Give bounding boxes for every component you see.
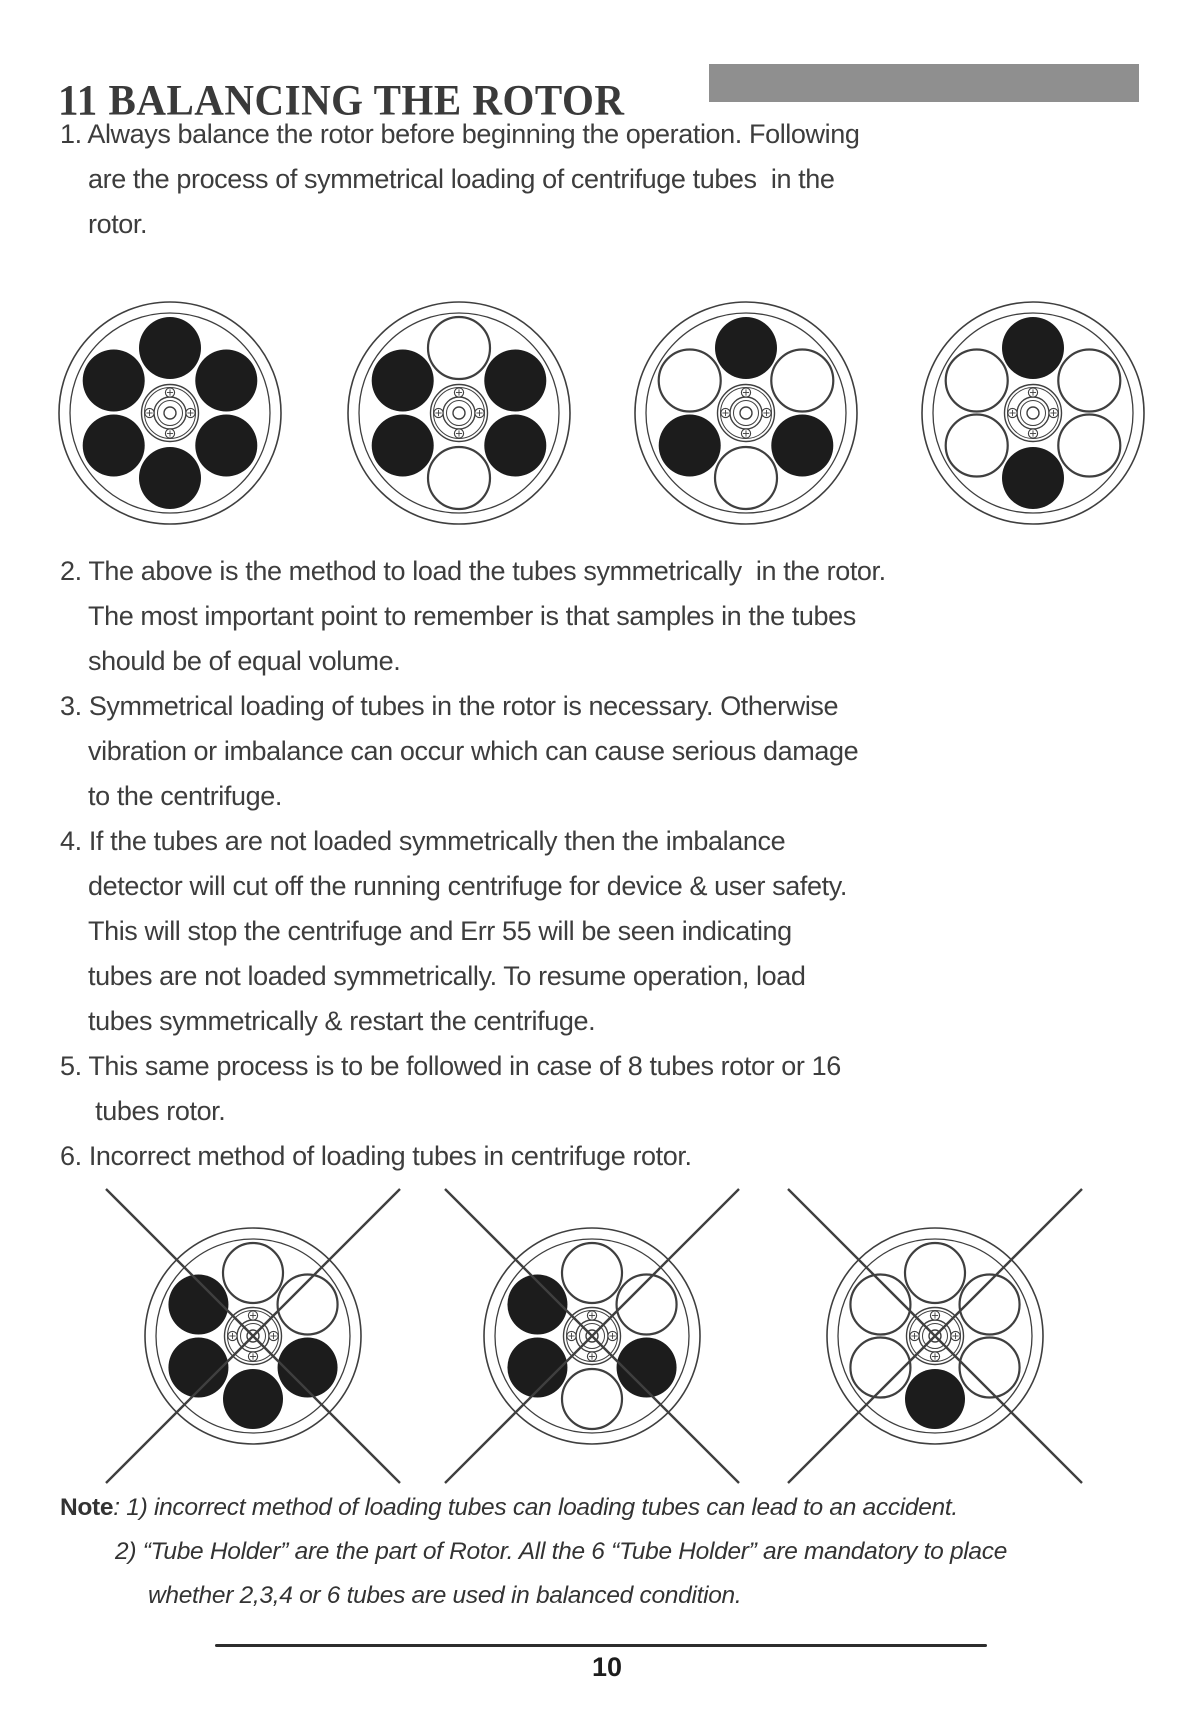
text-line: The most important point to remember is that samples in the tubes — [88, 601, 856, 631]
text-line: tubes are not loaded symmetrically. To resume operation, load — [88, 961, 806, 991]
text-line: rotor. — [88, 209, 148, 239]
text-line: are the process of symmetrical loading of centrifuge tubes in the — [88, 164, 835, 194]
page-number: 10 — [591, 1652, 623, 1682]
text-line: should be of equal volume. — [88, 646, 401, 676]
instruction-item-2 — [60, 549, 1070, 684]
rotor-diagram-balanced-6-tubes — [50, 293, 290, 533]
instruction-item-5 — [60, 1044, 1070, 1134]
text-line: detector will cut off the running centrifuge for device & user safety. — [88, 871, 847, 901]
text-line: 1. Always balance the rotor before beginning the operation. Following — [60, 119, 860, 149]
rotor-diagram-balanced-3-tubes — [626, 293, 866, 533]
rotor-diagram-incorrect-3-tubes — [437, 1181, 747, 1491]
note-text: : 1) incorrect method of loading tubes can loading tubes can lead to an accident. — [113, 1494, 958, 1521]
text-line: vibration or imbalance can occur which can cause serious damage — [88, 736, 859, 766]
title-accent-bar — [709, 64, 1139, 102]
note-line: 2) “Tube Holder” are the part of Rotor. All the 6 “Tube Holder” are mandatory to place — [115, 1538, 1008, 1565]
instruction-item-1 — [60, 112, 1070, 247]
rotor-diagram-incorrect-4-tubes — [98, 1181, 408, 1491]
text-line: 4. If the tubes are not loaded symmetrically then the imbalance — [60, 826, 786, 856]
text-line: tubes rotor. — [88, 1096, 226, 1126]
instruction-item-6 — [60, 1134, 1070, 1179]
rotor-diagram-incorrect-1-tube — [780, 1181, 1090, 1491]
text-line: 3. Symmetrical loading of tubes in the rotor is necessary. Otherwise — [60, 691, 839, 721]
text-line: This will stop the centrifuge and Err 55 will be seen indicating — [88, 916, 792, 946]
text-line: 5. This same process is to be followed in case of 8 tubes rotor or 16 — [60, 1051, 841, 1081]
rotor-diagram-balanced-2-tubes — [913, 293, 1153, 533]
rotor-diagram-balanced-4-tubes — [339, 293, 579, 533]
instruction-item-3 — [60, 684, 1070, 819]
page-title: 11 BALANCING THE ROTOR — [58, 76, 625, 125]
note-line — [60, 1486, 1140, 1530]
footer-divider — [215, 1644, 987, 1647]
note-line: whether 2,3,4 or 6 tubes are used in balanced condition. — [148, 1582, 742, 1609]
text-line: 6. Incorrect method of loading tubes in centrifuge rotor. — [60, 1141, 692, 1171]
text-line: to the centrifuge. — [88, 781, 282, 811]
note-block — [60, 1486, 1140, 1618]
text-line: tubes symmetrically & restart the centrifuge. — [88, 1006, 596, 1036]
text-line: 2. The above is the method to load the tubes symmetrically in the rotor. — [60, 556, 886, 586]
note-label: Note — [60, 1494, 114, 1521]
instruction-item-4 — [60, 819, 1070, 1044]
